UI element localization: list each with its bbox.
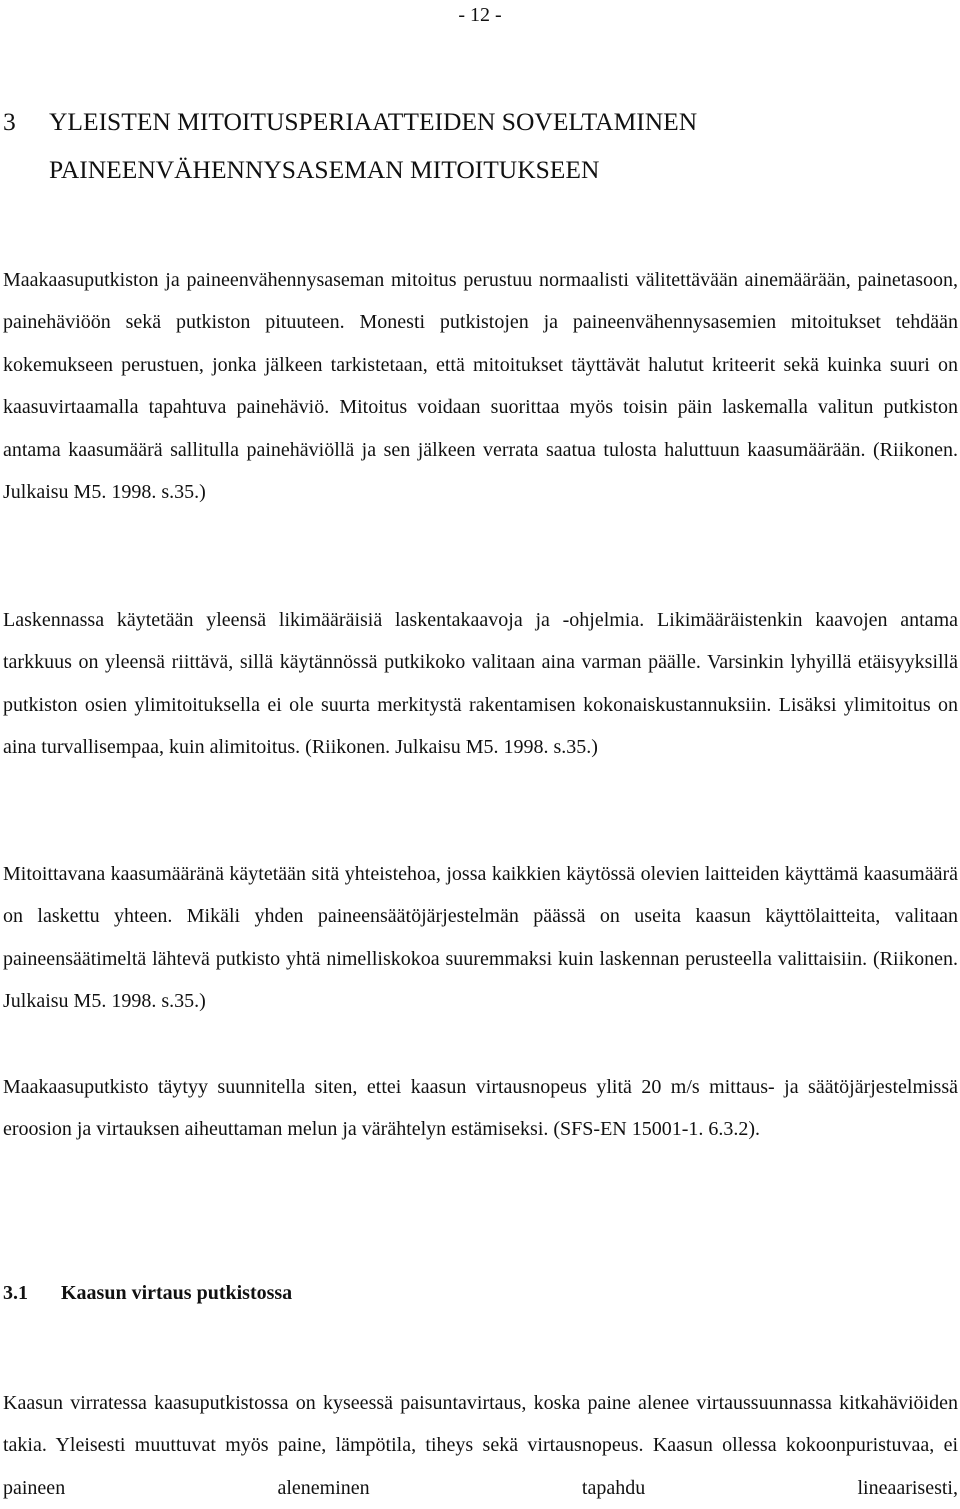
section-title: Kaasun virtaus putkistossa (61, 1282, 293, 1304)
chapter-heading (3, 98, 943, 194)
body-paragraph-3: Mitoittavana kaasumääränä käytetään sitä yhteistehoa, jossa kaikkien käytössä olevien laitteiden käyttämä kaasumäärä on laskettu yhteen. Mikäli yhden paineensäätöjärjestelmän päässä on useita kaasun käyttölaitteita, valitaan paineensäätimeltä lähtevä putkisto yhtä nimelliskokoa suuremmaksi kuin laskennan perusteella valittaisiin. (Riikonen. Julkaisu M5. 1998. s.35.) (3, 863, 958, 1013)
section-number: 3.1 (3, 1282, 28, 1304)
chapter-number: 3 (3, 107, 16, 136)
page-number: - 12 - (458, 4, 502, 26)
body-paragraph-2: Laskennassa käytetään yleensä likimääräisiä laskentakaavoja ja -ohjelmia. Likimääräistenkin kaavojen antama tarkkuus on yleensä riittävä, sillä käytännössä putkikoko valitaan aina varman päälle. Varsinkin lyhyillä etäisyyksillä putkiston osien ylimitoituksella ei ole suurta merkitystä rakentamisen kokonaiskustannuksiin. Lisäksi ylimitoitus on aina turvallisempaa, kuin alimitoitus. (Riikonen. Julkaisu M5. 1998. s.35.) (3, 609, 958, 759)
section-paragraph: Kaasun virratessa kaasuputkistossa on kyseessä paisuntavirtaus, koska paine alenee virtaussuunnassa kitkahäviöiden takia. Yleisesti muuttuvat myös paine, lämpötila, tiheys sekä virtausnopeus. Kaasun ollessa kokoonpuristuvaa, ei paineen aleneminen tapahdu lineaarisesti, (3, 1392, 958, 1499)
body-paragraph-4: Maakaasuputkisto täytyy suunnitella siten, ettei kaasun virtausnopeus ylitä 20 m/s mittaus- ja säätöjärjestelmissä eroosion ja virtauksen aiheuttaman melun ja värähtelyn estämiseksi. (SFS-EN 15001-1. 6.3.2). (3, 1076, 958, 1141)
body-paragraph-1: Maakaasuputkiston ja paineenvähennysaseman mitoitus perustuu normaalisti välitettävään ainemäärään, painetasoon, painehäviöön sekä putkiston pituuteen. Monesti putkistojen ja paineenvähennysasemien mitoitukset tehdään kokemukseen perustuen, jonka jälkeen tarkistetaan, että mitoitukset täyttävät halutut kriteerit sekä kuinka suuri on kaasuvirtaamalla tapahtuva painehäviö. Mitoitus voidaan suorittaa myös toisin päin laskemalla valitun putkiston antama kaasumäärä sallitulla painehäviöllä ja sen jälkeen verrata saatua tulosta haluttuun kaasumäärään. (Riikonen. Julkaisu M5. 1998. s.35.) (3, 269, 958, 504)
section-heading (3, 1272, 292, 1314)
chapter-title-line2: PAINEENVÄHENNYSASEMAN MITOITUKSEEN (49, 155, 600, 184)
chapter-title-line1: YLEISTEN MITOITUSPERIAATTEIDEN SOVELTAMINEN (49, 107, 698, 136)
